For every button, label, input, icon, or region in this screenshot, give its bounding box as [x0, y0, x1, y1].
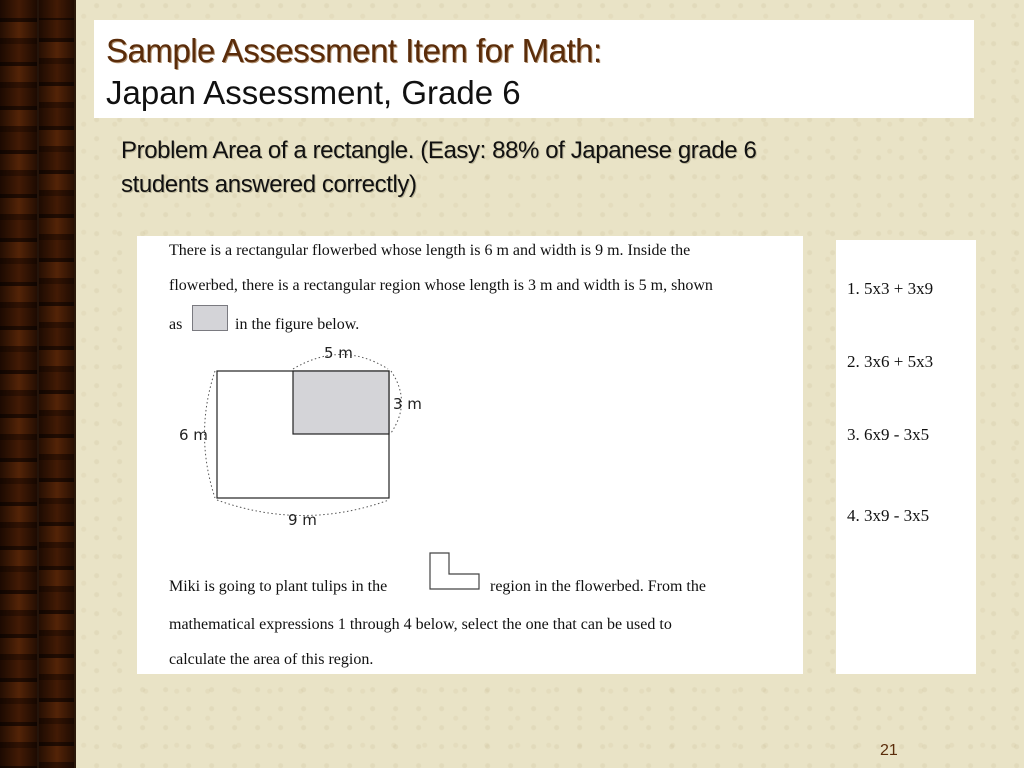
question-line-6: calculate the area of this region.	[169, 651, 374, 668]
answer-choices-panel	[836, 240, 976, 674]
question-line-5: mathematical expressions 1 through 4 below, select the one that can be used to	[169, 616, 672, 633]
slide-subtitle: Japan Assessment, Grade 6	[106, 74, 521, 111]
question-line-3-suffix: in the figure below.	[235, 316, 360, 333]
wood-edge	[74, 0, 76, 768]
answer-choice-4: 4. 3x9 - 3x5	[847, 506, 930, 525]
answer-choice-1: 1. 5x3 + 3x9	[847, 279, 934, 298]
wood-plank-right	[38, 0, 76, 768]
label-right: 3 m	[393, 395, 422, 413]
wood-plank-left	[0, 0, 38, 768]
shaded-region	[293, 371, 389, 434]
question-line-4-suffix: region in the flowerbed. From the	[490, 578, 706, 595]
problem-statement	[121, 134, 941, 202]
question-line-1: There is a rectangular flowerbed whose length is 6 m and width is 9 m. Inside the	[169, 242, 691, 259]
question-line-4-prefix: Miki is going to plant tulips in the	[169, 578, 388, 595]
shaded-region-swatch	[192, 305, 228, 331]
label-top: 5 m	[324, 344, 353, 362]
wood-seam	[37, 0, 39, 768]
page-number: 21	[880, 742, 898, 759]
label-bottom: 9 m	[288, 511, 317, 529]
wood-border	[0, 0, 76, 768]
l-shape-icon	[429, 552, 481, 590]
question-line-2: flowerbed, there is a rectangular region whose length is 3 m and width is 5 m, shown	[169, 277, 713, 294]
answer-choice-2: 2. 3x6 + 5x3	[847, 352, 934, 371]
flowerbed-figure	[172, 336, 442, 541]
question-panel	[137, 236, 803, 674]
problem-line-2: students answered correctly)	[121, 171, 417, 198]
title-box	[94, 20, 974, 118]
flowerbed-diagram	[172, 336, 442, 536]
problem-line-1: Problem Area of a rectangle. (Easy: 88% of Japanese grade 6	[121, 137, 757, 164]
question-line-3-prefix: as	[169, 316, 183, 333]
label-left: 6 m	[179, 426, 208, 444]
answer-choice-3: 3. 6x9 - 3x5	[847, 425, 930, 444]
slide-title: Sample Assessment Item for Math:	[106, 32, 602, 69]
